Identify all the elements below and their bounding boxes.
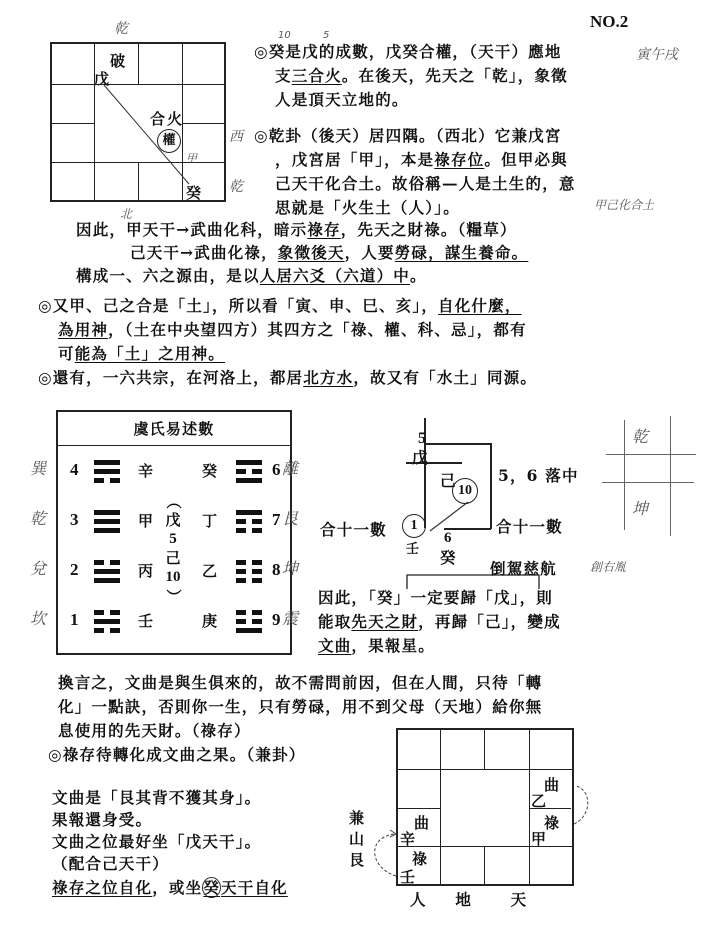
he-five: 5 <box>418 430 426 447</box>
para7-line4: （配合己天干） <box>52 854 169 873</box>
left-trigram-annotation: 乾 <box>30 509 47 528</box>
top-palace-grid <box>50 42 226 202</box>
right-trigram-annotation: 艮 <box>282 509 299 528</box>
label-ren-person: 人 <box>410 890 427 909</box>
annot-qian-top: 乾 <box>114 21 128 37</box>
annot-5: 5 <box>323 30 330 41</box>
para3-line3: 構成一、六之源由，是以人居六爻（六道）中。 <box>76 266 427 285</box>
paren-close: ） <box>164 588 183 604</box>
yang-line <box>94 510 120 515</box>
yin-line <box>236 578 246 583</box>
left-trigram-annotation: 兌 <box>30 559 47 578</box>
he-ren: 壬 <box>406 542 421 557</box>
he-ten: 10 <box>452 478 478 504</box>
he-one: 1 <box>402 514 426 538</box>
para7-line3: 文曲之位最好坐「戊天干」。 <box>52 832 262 851</box>
annot-jia: 甲 <box>186 152 197 165</box>
he-luo-zhong: 5，6 落中 <box>498 466 579 485</box>
label-wu: 戊 <box>94 70 110 88</box>
yang-line <box>94 619 120 624</box>
left-trigram-annotation: 巽 <box>30 459 47 478</box>
center-10: 10 <box>165 569 181 585</box>
cell-lu-right: 祿 <box>544 814 560 832</box>
center-wu: 戊 <box>165 511 181 529</box>
para7-line2: 果報還身受。 <box>52 810 153 829</box>
right-row-stem: 丁 <box>202 512 218 530</box>
yin-line <box>94 610 104 615</box>
yang-line <box>94 469 120 474</box>
left-row-stem: 丙 <box>138 562 154 580</box>
cell-xin: 辛 <box>400 830 416 848</box>
right-trigram-annotation: 坤 <box>282 559 299 578</box>
yang-line <box>94 460 120 465</box>
annot-10: 10 <box>278 30 291 41</box>
right-row-number: 9 <box>272 610 281 629</box>
yin-line <box>236 569 246 574</box>
page-number: NO.2 <box>590 12 629 31</box>
right-row-number: 8 <box>272 560 281 579</box>
center-ji: 己 <box>165 549 181 567</box>
left-row-stem: 甲 <box>138 512 154 530</box>
para3-line2: 己天干→武曲化祿，象徵後天，人要勞碌，謀生養命。 <box>130 243 529 262</box>
side-gen: 艮 <box>349 851 366 869</box>
yin-line <box>110 628 120 633</box>
left-row-number: 2 <box>70 560 79 579</box>
left-row-number: 1 <box>70 610 79 629</box>
para7-line5: 祿存之位自化，或坐癸天干自化 <box>52 878 288 897</box>
yin-line <box>236 469 246 474</box>
yin-line <box>110 610 120 615</box>
para2-line4: 思就是「火生土（人）」。 <box>275 198 460 217</box>
hand-kun: 坤 <box>632 499 649 518</box>
annot-qian-right: 乾 <box>229 179 243 195</box>
cell-jia: 甲 <box>531 830 547 848</box>
label-he-huo: 合火 <box>150 110 185 128</box>
para1-line2: 支三合火。在後天，先天之「乾」，象徵 <box>275 66 568 85</box>
para3-line1: 因此，甲天干→武曲化科，暗示祿存，先天之財祿。（糧草） <box>76 220 517 239</box>
para4-line1: ◎又甲、己之合是「土」，所以看「寅、申、巳、亥」，自化什麼， <box>38 296 522 315</box>
he-six: 6 <box>444 530 452 546</box>
para4-line4: ◎還有，一六共宗，在河洛上，都居北方水，故又有「水土」同源。 <box>38 368 538 387</box>
right-row-stem: 庚 <box>202 612 218 630</box>
yu-center <box>158 492 188 606</box>
yin-line <box>236 528 246 533</box>
left-row-number: 3 <box>70 510 79 529</box>
yang-line <box>94 519 120 524</box>
para6-line3: 息使用的先天財。（祿存） <box>58 721 251 740</box>
yin-line <box>252 578 262 583</box>
yin-line <box>236 619 246 624</box>
yin-line <box>252 569 262 574</box>
left-row-number: 4 <box>70 460 79 479</box>
yin-line <box>252 560 262 565</box>
right-row-number: 7 <box>272 510 281 529</box>
yin-line <box>94 560 104 565</box>
he-gui: 癸 <box>440 548 457 567</box>
yang-line <box>236 478 262 483</box>
yin-line <box>110 478 120 483</box>
annot-bei: 北 <box>120 207 133 221</box>
yu-table-title: 虞氏易述數 <box>58 412 290 446</box>
bottom-labels <box>410 888 527 911</box>
dashed-arrow-left <box>366 820 400 880</box>
he-left: 合十一數 <box>320 520 387 539</box>
cell-qu-right: 曲 <box>544 776 560 794</box>
right-trigram-annotation: 離 <box>282 459 299 478</box>
yin-line <box>94 628 104 633</box>
cell-ren: 壬 <box>400 868 416 886</box>
para6-line2: 化」一點訣，否則你一生，只有勞碌，用不到父母（天地）給你無 <box>58 697 543 716</box>
yin-line <box>252 610 262 615</box>
he-ji: 己 <box>440 471 457 490</box>
dashed-arrow-right <box>572 780 594 830</box>
yang-line <box>236 460 262 465</box>
yin-line <box>252 528 262 533</box>
left-row-stem: 壬 <box>138 612 154 630</box>
para2-line2: ，戊宮居「甲」，本是祿存位。但甲必與 <box>275 150 568 169</box>
yang-line <box>236 510 262 515</box>
para4-line2: 為用神，（土在中央望四方）其四方之「祿、權、科、忌」，都有 <box>58 320 527 339</box>
hand-grid <box>600 416 700 536</box>
annot-chuang: 創右胤 <box>590 560 627 574</box>
cell-qu-left: 曲 <box>414 814 430 832</box>
para5-line2: 能取先天之財，再歸「己」，變成 <box>318 612 561 631</box>
he-diagram <box>318 410 598 580</box>
he-right: 合十一數 <box>496 517 563 536</box>
yin-line <box>252 519 262 524</box>
right-row-stem: 癸 <box>202 462 218 480</box>
para2-line1: ◎乾卦（後天）居四隅。（西北）它兼戊宮 <box>254 126 562 145</box>
left-row-stem: 辛 <box>138 462 154 480</box>
yin-line <box>252 619 262 624</box>
yang-line <box>236 628 262 633</box>
yin-line <box>110 560 120 565</box>
label-gui: 癸 <box>186 184 202 202</box>
center-5: 5 <box>169 531 177 547</box>
yang-line <box>94 569 120 574</box>
side-jian: 兼 <box>349 809 366 827</box>
he-wu: 戊 <box>412 448 429 467</box>
label-po: 破 <box>110 52 126 70</box>
yin-line <box>252 469 262 474</box>
label-tian-heaven: 天 <box>510 890 528 909</box>
right-row-stem: 乙 <box>202 562 218 580</box>
para5-line1: 因此，「癸」一定要歸「戊」，則 <box>318 588 554 607</box>
left-trigram-annotation: 坎 <box>30 609 47 628</box>
right-row-number: 6 <box>272 460 281 479</box>
annot-xi: 西 <box>229 129 243 145</box>
yin-line <box>236 519 246 524</box>
para1-line3: 人是頂天立地的。 <box>275 90 409 109</box>
side-label <box>349 808 367 871</box>
yang-line <box>94 578 120 583</box>
right-trigram-annotation: 震 <box>282 609 299 628</box>
yu-table <box>56 410 292 655</box>
side-shan: 山 <box>349 830 366 848</box>
annot-jia-ji: 甲己化合土 <box>594 198 655 212</box>
cell-lu-left: 祿 <box>412 850 428 868</box>
label-quan: 權 <box>157 129 181 153</box>
yin-line <box>236 560 246 565</box>
para7-heading: ◎祿存待轉化成文曲之果。（兼卦） <box>48 745 306 764</box>
hand-qian: 乾 <box>632 427 649 446</box>
para5-line3: 文曲，果報星。 <box>318 636 435 655</box>
bottom-palace-grid <box>396 728 574 886</box>
para6-line1: 換言之，文曲是與生俱來的，故不需問前因，但在人間，只待「轉 <box>58 673 543 692</box>
yin-line <box>236 610 246 615</box>
para4-line3: 可能為「土」之用神。 <box>58 344 226 363</box>
label-di-earth: 地 <box>455 890 473 909</box>
para2-line3: 己天干化合土。故俗稱—人是土生的，意 <box>275 174 576 193</box>
para7-line1: 文曲是「艮其背不獲其身」。 <box>52 788 262 807</box>
dao-jia-ci-hang: 倒駕慈航 <box>490 559 557 578</box>
yang-line <box>94 528 120 533</box>
cell-yi: 乙 <box>531 792 547 810</box>
para1-line1: ◎癸是戊的成數，戊癸合權，（天干）應地 <box>254 42 562 61</box>
annot-yin-wu-xu: 寅午戌 <box>636 47 678 63</box>
paren-open: （ <box>164 493 183 509</box>
diagonal-line <box>52 44 224 200</box>
yin-line <box>94 478 104 483</box>
